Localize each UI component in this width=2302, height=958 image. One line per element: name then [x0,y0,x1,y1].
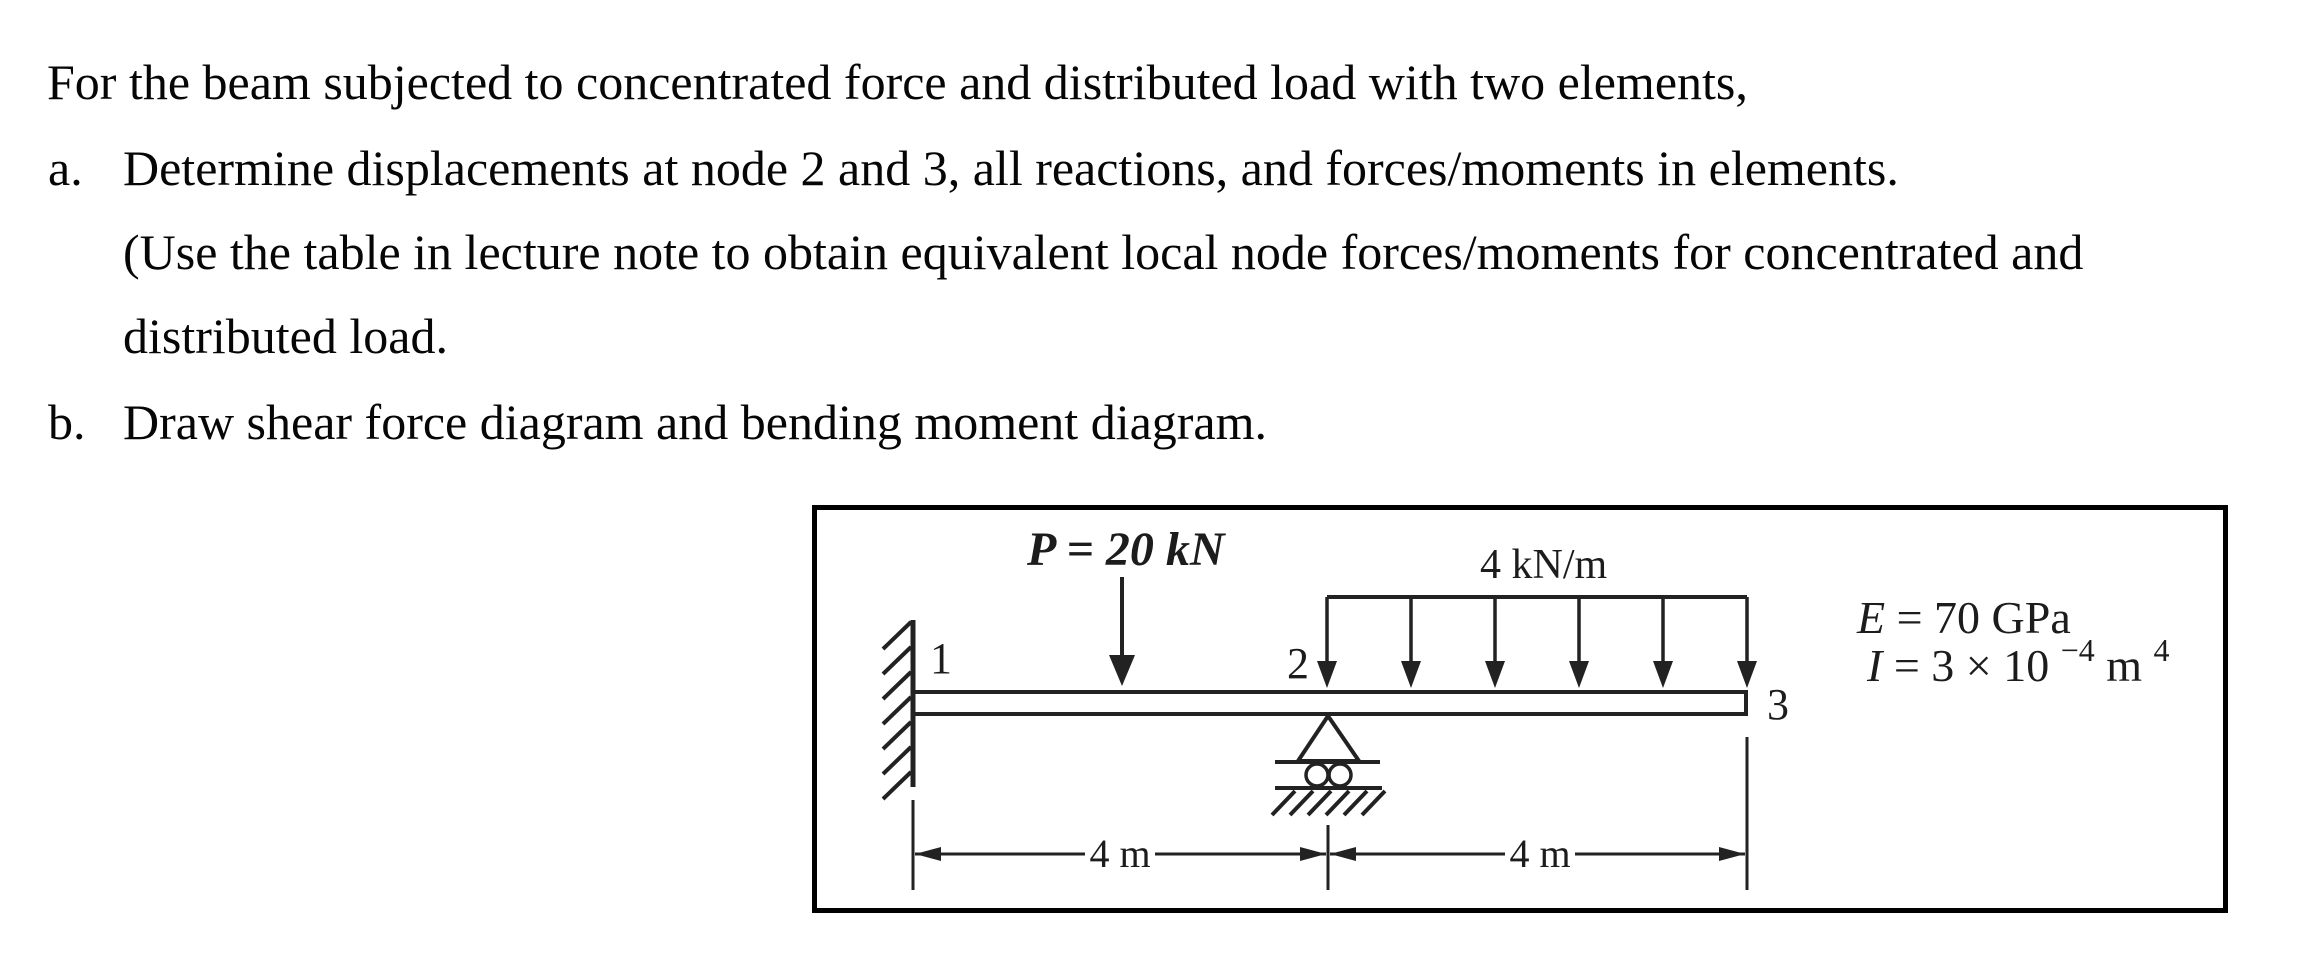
item-a-label: a. [48,140,83,196]
node-1-label: 1 [930,634,952,683]
distributed-load-arrows [1317,597,1757,688]
moment-of-inertia-value: I = 3 × 10 $^{-4}$ m $^4$ [1867,632,2170,691]
item-a-line3: distributed load. [123,308,448,364]
force-label: P = 20 kN [1027,523,1225,576]
dimension-right-label: 4 m [1509,831,1571,876]
item-b-line1: Draw shear force diagram and bending moment diagram. [123,394,1268,450]
item-a-line1: Determine displacements at node 2 and 3, all reactions, and forces/moments in elements. [123,140,1899,196]
force-arrow-head [1109,655,1135,686]
roller-support [1275,716,1382,788]
beam-figure-frame [812,505,2228,913]
node-2-label: 2 [1287,639,1309,688]
item-a-line2: (Use the table in lecture note to obtain equivalent local node forces/moments for concentrated and [123,224,2084,280]
node-3-label: 3 [1767,680,1789,729]
item-b-label: b. [48,394,86,450]
distributed-load-label: 4 kN/m [1480,542,1608,588]
elastic-modulus-value: E = 70 GPa [1857,592,2071,643]
problem-intro: For the beam subjected to concentrated force and distributed load with two elements, [47,54,1748,110]
beam-diagram [817,510,2223,908]
dimension-left-label: 4 m [1089,831,1151,876]
beam-outline [913,690,1748,716]
fixed-support-hatching [883,622,911,799]
roller-ground-hatching [1272,791,1385,815]
